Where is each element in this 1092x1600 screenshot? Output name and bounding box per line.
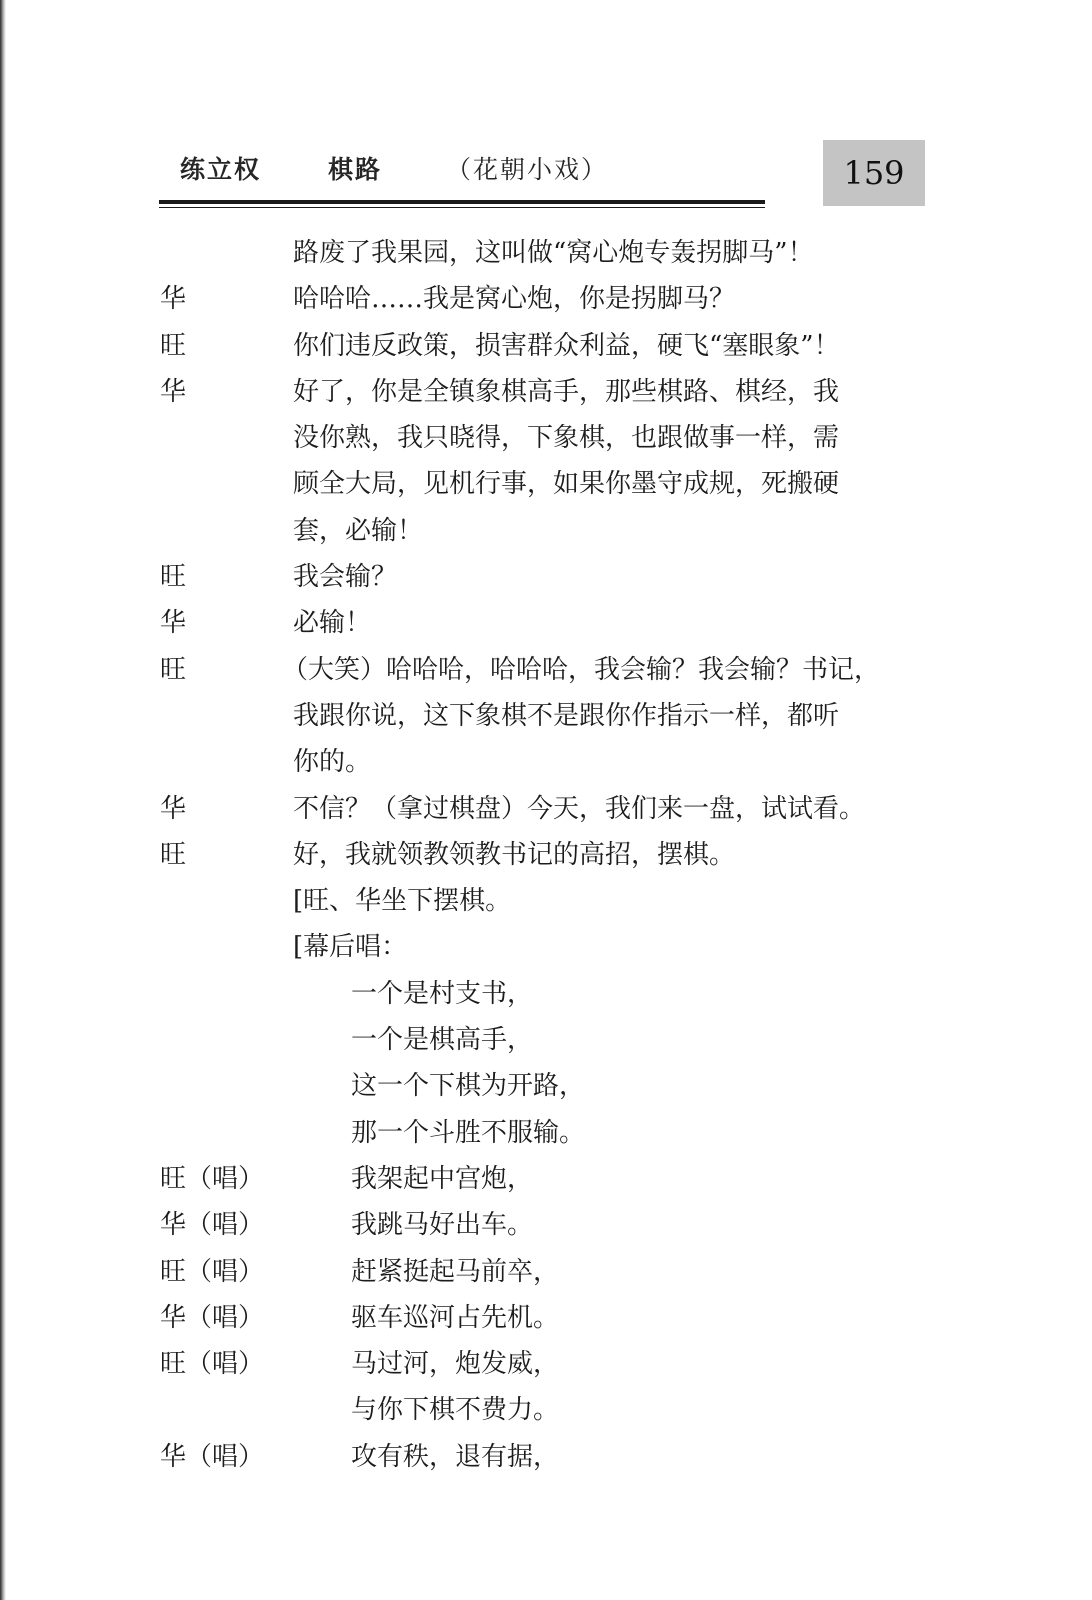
line-text: 必输！ xyxy=(293,608,372,639)
line-text: 我会输？ xyxy=(293,562,398,593)
speaker: 华（唱） xyxy=(160,1441,265,1472)
line-text: 不信？（拿过棋盘）今天，我们来一盘，试试看。 xyxy=(293,793,866,824)
verse-line xyxy=(0,1156,1092,1202)
script-line xyxy=(0,786,1092,832)
script-line xyxy=(0,832,1092,878)
stage-direction xyxy=(0,924,1092,970)
line-text: 好了，你是全镇象棋高手，那些棋路、棋经，我 xyxy=(293,376,840,407)
speaker: 华 xyxy=(160,284,187,315)
line-text: 你们违反政策，损害群众利益，硬飞“塞眼象”！ xyxy=(293,330,840,361)
line-text: 一个是村支书， xyxy=(351,978,534,1009)
line-text: （大笑）哈哈哈，哈哈哈，我会输？我会输？书记， xyxy=(282,654,881,685)
speaker: 旺 xyxy=(160,330,187,361)
line-text: 驱车巡河占先机。 xyxy=(351,1302,560,1333)
verse-line xyxy=(0,1110,1092,1156)
line-text: 这一个下棋为开路， xyxy=(351,1071,586,1102)
speaker: 华（唱） xyxy=(160,1302,265,1333)
page-number-box xyxy=(823,140,925,206)
speaker: 旺（唱） xyxy=(160,1349,265,1380)
line-text: 路废了我果园，这叫做“窝心炮专轰拐脚马”！ xyxy=(293,238,814,268)
speaker: 旺 xyxy=(160,654,187,685)
line-text: 我架起中宫炮， xyxy=(351,1163,534,1194)
script-line xyxy=(0,739,1092,785)
line-text: 马过河，炮发威， xyxy=(351,1349,560,1380)
line-text: [幕后唱： xyxy=(293,932,408,963)
line-text: [旺、华坐下摆棋。 xyxy=(293,886,512,917)
verse-line xyxy=(0,1295,1092,1341)
speaker: 旺 xyxy=(160,562,187,593)
line-text: 没你熟，我只晓得，下象棋，也跟做事一样，需 xyxy=(293,423,840,454)
header-rule-thin xyxy=(159,207,765,208)
verse-line xyxy=(0,1063,1092,1109)
header-author: 练立权 xyxy=(180,155,262,184)
verse-line xyxy=(0,1434,1092,1480)
script-line xyxy=(0,554,1092,600)
speaker: 华 xyxy=(160,608,187,639)
line-text: 好，我就领教领教书记的高招，摆棋。 xyxy=(293,839,736,870)
speaker: 华 xyxy=(160,793,187,824)
line-text: 哈哈哈……我是窝心炮，你是拐脚马？ xyxy=(293,284,736,315)
verse-line xyxy=(0,1202,1092,1248)
speaker: 旺（唱） xyxy=(160,1163,265,1194)
header-genre: （花朝小戏） xyxy=(446,155,609,184)
speaker: 旺（唱） xyxy=(160,1256,265,1287)
line-text: 你的。 xyxy=(293,747,372,778)
verse-line xyxy=(0,1249,1092,1295)
speaker: 旺 xyxy=(160,839,187,870)
script-line xyxy=(0,415,1092,461)
line-text: 我跟你说，这下象棋不是跟你作指示一样，都听 xyxy=(293,700,840,731)
line-text: 一个是棋高手， xyxy=(351,1025,534,1056)
script-line xyxy=(0,647,1092,693)
script-line xyxy=(0,600,1092,646)
script-line xyxy=(0,230,1092,276)
script-line xyxy=(0,369,1092,415)
verse-line xyxy=(0,971,1092,1017)
header-rule-thick xyxy=(159,200,765,204)
verse-line xyxy=(0,1017,1092,1063)
line-text: 套，必输！ xyxy=(293,515,424,546)
running-head xyxy=(180,150,608,186)
script-line xyxy=(0,508,1092,554)
speaker: 华 xyxy=(160,376,187,407)
line-text: 赶紧挺起马前卒， xyxy=(351,1256,560,1287)
script-line xyxy=(0,276,1092,322)
play-script xyxy=(0,230,1092,1480)
speaker: 华（唱） xyxy=(160,1210,265,1241)
line-text: 与你下棋不费力。 xyxy=(351,1395,560,1426)
verse-line xyxy=(0,1341,1092,1387)
line-text: 攻有秩，退有据， xyxy=(351,1441,560,1472)
line-text: 我跳马好出车。 xyxy=(351,1210,534,1241)
script-line xyxy=(0,693,1092,739)
line-text: 顾全大局，见机行事，如果你墨守成规，死搬硬 xyxy=(293,469,840,500)
line-text: 那一个斗胜不服输。 xyxy=(351,1117,586,1148)
page-number: 159 xyxy=(843,154,905,192)
header-title: 棋路 xyxy=(328,155,383,184)
script-line xyxy=(0,461,1092,507)
stage-direction xyxy=(0,878,1092,924)
script-line xyxy=(0,323,1092,369)
verse-line xyxy=(0,1387,1092,1433)
